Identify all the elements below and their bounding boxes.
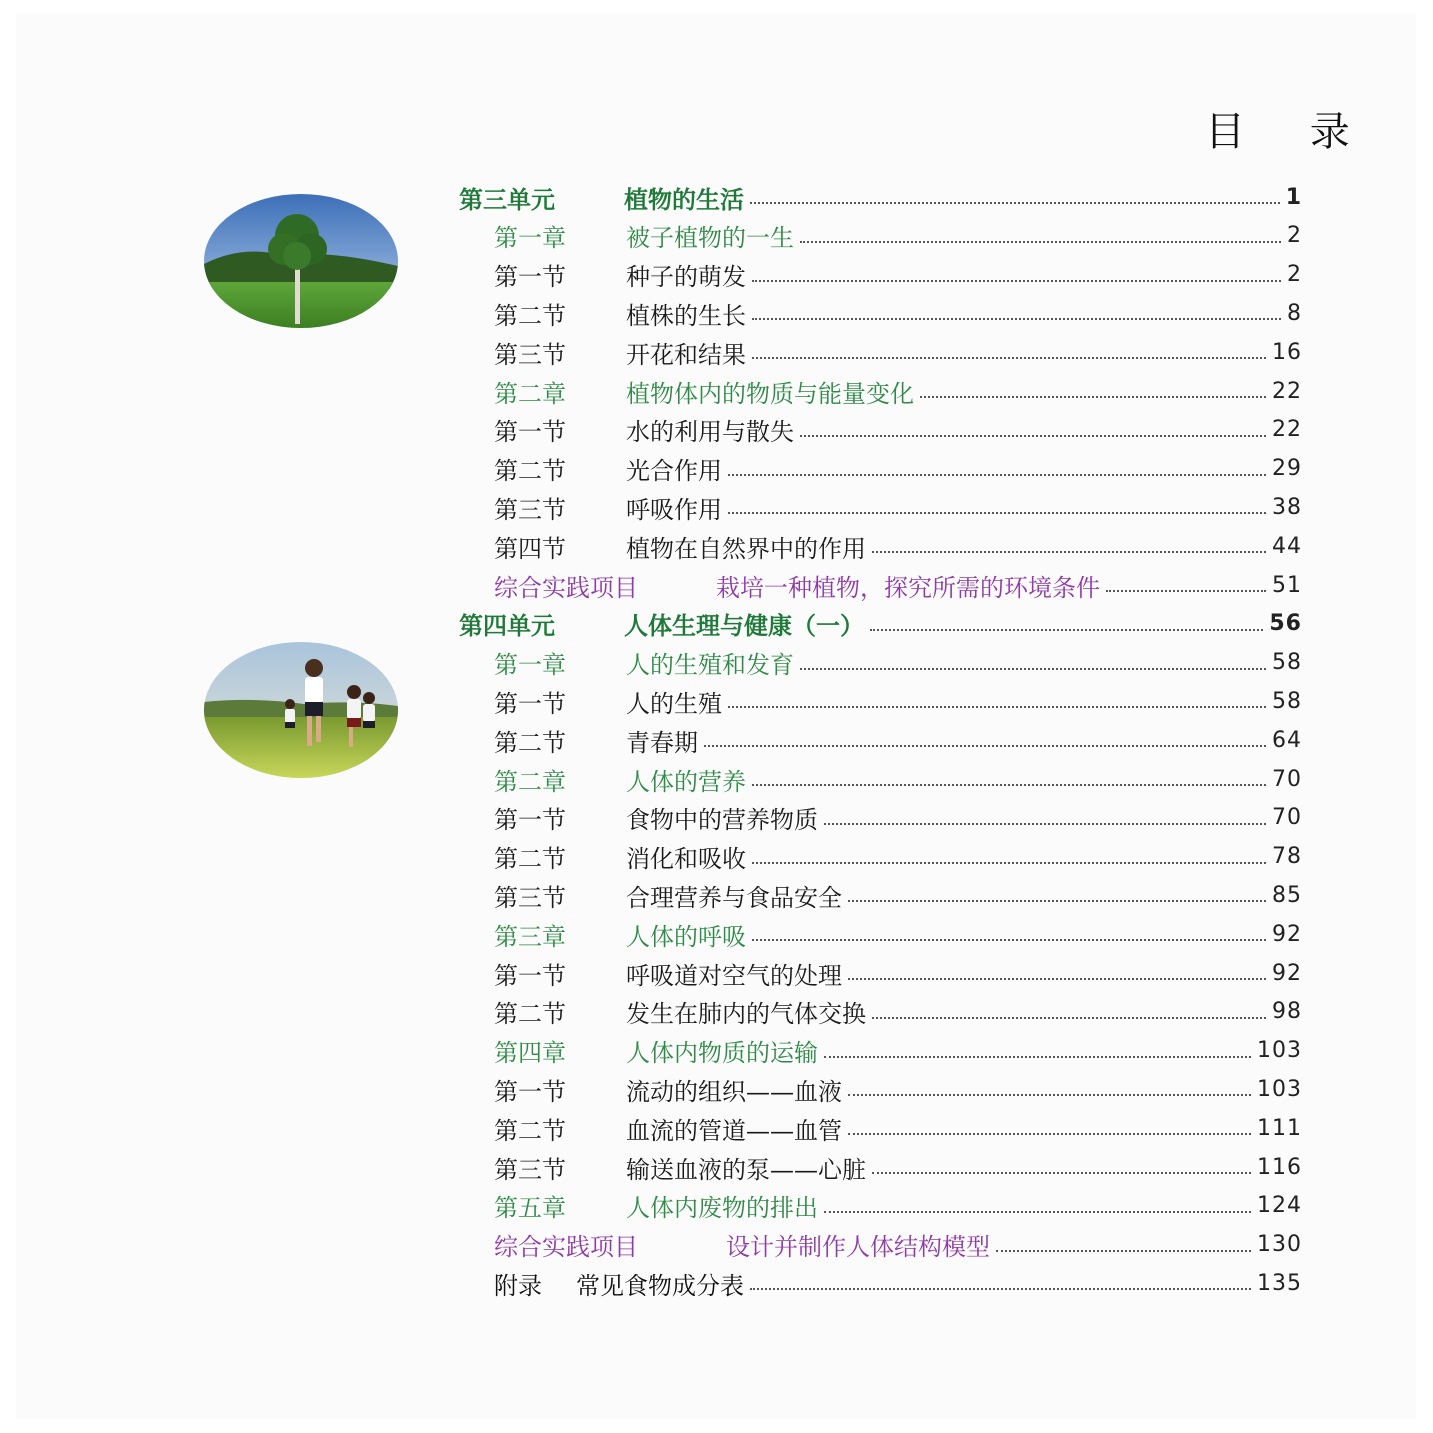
leader-dots [848, 1133, 1251, 1135]
leader-dots [870, 629, 1263, 631]
toc-entry-section [494, 954, 1302, 992]
toc-entry-project [494, 566, 1302, 604]
leader-dots [752, 939, 1266, 941]
toc-entry-page-number: 22 [1272, 378, 1302, 404]
toc-entry-title: 光合作用 [626, 457, 722, 486]
toc-entry-page-number: 58 [1272, 650, 1302, 676]
leader-dots [824, 1211, 1251, 1213]
toc-entry-page-number: 38 [1272, 494, 1302, 520]
children-photo [204, 642, 398, 778]
toc-entry-label: 第四单元 [459, 612, 555, 641]
toc-entry-label: 第二节 [494, 1116, 566, 1145]
toc-entry-page-number: 44 [1272, 533, 1302, 559]
toc-entry-label: 第一章 [494, 651, 566, 680]
toc-entry-label: 第一章 [494, 224, 566, 253]
toc-entry-label: 第三节 [494, 883, 566, 912]
toc-entry-page-number: 103 [1257, 1076, 1302, 1102]
toc-entry-title: 被子植物的一生 [626, 224, 794, 253]
toc-entry-title: 食物中的营养物质 [626, 806, 818, 835]
toc-entry-page-number: 64 [1272, 727, 1302, 753]
toc-entry-section [494, 1070, 1302, 1108]
leader-dots [750, 1288, 1251, 1290]
leader-dots [920, 396, 1266, 398]
leader-dots [752, 784, 1266, 786]
toc-entry-section [494, 294, 1302, 332]
leader-dots [752, 862, 1266, 864]
toc-entry-title: 设计并制作人体结构模型 [726, 1233, 990, 1262]
toc-entry-page-number: 8 [1287, 300, 1302, 326]
toc-entry-chapter [494, 372, 1302, 410]
toc-entry-section [494, 721, 1302, 759]
toc-entry-section [494, 682, 1302, 720]
toc-entry-page-number: 111 [1257, 1115, 1302, 1141]
toc-entry-title: 植物在自然界中的作用 [626, 534, 866, 563]
toc-entry-title: 流动的组织——血液 [626, 1077, 842, 1106]
toc-entry-title: 青春期 [626, 728, 698, 757]
toc-entry-section [494, 450, 1302, 488]
toc-entry-title: 水的利用与散失 [626, 418, 794, 447]
tree-photo [204, 194, 398, 328]
toc-entry-label: 第二节 [494, 845, 566, 874]
toc-entry-title: 栽培一种植物，探究所需的环境条件 [716, 573, 1100, 602]
toc-entry-title: 消化和吸收 [626, 845, 746, 874]
toc-entry-label: 第一节 [494, 806, 566, 835]
toc-entry-label: 第三节 [494, 340, 566, 369]
toc-entry-title: 呼吸道对空气的处理 [626, 961, 842, 990]
toc-entry-chapter [494, 217, 1302, 255]
toc-entry-title: 常见食物成分表 [576, 1271, 744, 1300]
toc-entry-title: 人体内废物的排出 [626, 1194, 818, 1223]
toc-entry-label: 综合实践项目 [494, 1233, 638, 1262]
toc-entry-label: 第四节 [494, 534, 566, 563]
toc-entry-label: 附录 [494, 1271, 542, 1300]
leader-dots [996, 1250, 1251, 1252]
leader-dots [800, 435, 1266, 437]
leader-dots [752, 318, 1281, 320]
toc-entry-title: 合理营养与食品安全 [626, 883, 842, 912]
toc-entry-page-number: 116 [1257, 1154, 1302, 1180]
leader-dots [728, 706, 1266, 708]
toc-entry-title: 人体的呼吸 [626, 922, 746, 951]
toc-entry-chapter [494, 1032, 1302, 1070]
toc-entry-page-number: 51 [1272, 572, 1302, 598]
toc-entry-page-number: 70 [1272, 805, 1302, 831]
toc-entry-page-number: 92 [1272, 921, 1302, 947]
toc-entry-chapter [494, 644, 1302, 682]
toc-entry-page-number: 130 [1257, 1232, 1302, 1258]
toc-entry-page-number: 98 [1272, 999, 1302, 1025]
toc-entry-section [494, 1109, 1302, 1147]
toc-entry-title: 植物的生活 [624, 185, 744, 214]
toc-entry-page-number: 92 [1272, 960, 1302, 986]
toc-entry-title: 人体生理与健康（一） [624, 612, 864, 641]
toc-entry-page-number: 103 [1257, 1038, 1302, 1064]
toc-entry-section [494, 256, 1302, 294]
toc-entry-section [494, 333, 1302, 371]
leader-dots [728, 474, 1266, 476]
leader-dots [704, 745, 1266, 747]
toc-entry-label: 第三节 [494, 1155, 566, 1184]
toc-entry-section [494, 411, 1302, 449]
leader-dots [750, 202, 1280, 204]
leader-dots [848, 1094, 1251, 1096]
toc-entry-title: 种子的萌发 [626, 263, 746, 292]
toc-entry-page-number: 16 [1272, 339, 1302, 365]
toc-entry-page-number: 56 [1269, 611, 1302, 637]
toc-entry-section [494, 993, 1302, 1031]
toc-entry-title: 人的生殖 [626, 689, 722, 718]
leader-dots [752, 357, 1266, 359]
toc-entry-section [494, 488, 1302, 526]
leader-dots [728, 512, 1266, 514]
leader-dots [752, 280, 1281, 282]
toc-entry-label: 第五章 [494, 1194, 566, 1223]
toc-entry-label: 第三单元 [459, 185, 555, 214]
toc-entry-page-number: 29 [1272, 456, 1302, 482]
toc-entry-page-number: 85 [1272, 882, 1302, 908]
leader-dots [824, 1056, 1251, 1058]
page-title: 目 录 [1205, 109, 1376, 155]
toc-entry-label: 第一节 [494, 961, 566, 990]
leader-dots [872, 1017, 1266, 1019]
toc-entry-title: 植物体内的物质与能量变化 [626, 379, 914, 408]
toc-entry-label: 第三节 [494, 495, 566, 524]
toc-entry-section [494, 799, 1302, 837]
toc-entry-title: 人体的营养 [626, 767, 746, 796]
toc-entry-section [494, 527, 1302, 565]
leader-dots [1106, 590, 1266, 592]
toc-entry-label: 第二节 [494, 457, 566, 486]
toc-entry-chapter [494, 760, 1302, 798]
toc-entry-label: 第二章 [494, 379, 566, 408]
toc-entry-chapter [494, 1187, 1302, 1225]
toc-entry-title: 呼吸作用 [626, 495, 722, 524]
toc-entry-page-number: 70 [1272, 766, 1302, 792]
toc-entry-section [494, 838, 1302, 876]
toc-entry-unit [459, 178, 1302, 216]
toc-entry-label: 第一节 [494, 418, 566, 447]
leader-dots [872, 1172, 1251, 1174]
toc-entry-title: 植株的生长 [626, 301, 746, 330]
toc-entry-title: 发生在肺内的气体交换 [626, 1000, 866, 1029]
toc-entry-page-number: 78 [1272, 844, 1302, 870]
toc-entry-label: 第四章 [494, 1039, 566, 1068]
toc-entry-label: 第二章 [494, 767, 566, 796]
toc-entry-page-number: 22 [1272, 417, 1302, 443]
toc-entry-label: 第一节 [494, 689, 566, 718]
toc-entry-unit [459, 605, 1302, 643]
toc-entry-section [494, 1148, 1302, 1186]
toc-entry-page-number: 1 [1285, 184, 1302, 210]
toc-entry-title: 人的生殖和发育 [626, 651, 794, 680]
toc-entry-title: 血流的管道——血管 [626, 1116, 842, 1145]
toc-entry-project [494, 1226, 1302, 1264]
children-image [204, 642, 398, 778]
toc-entry-title: 开花和结果 [626, 340, 746, 369]
toc-entry-label: 第一节 [494, 263, 566, 292]
leader-dots [848, 900, 1266, 902]
toc-entry-label: 综合实践项目 [494, 573, 638, 602]
leader-dots [824, 823, 1266, 825]
leader-dots [848, 978, 1266, 980]
toc-entry-label: 第二节 [494, 728, 566, 757]
toc-entry-chapter [494, 915, 1302, 953]
toc-entry-section [494, 876, 1302, 914]
toc-entry-page-number: 2 [1287, 223, 1302, 249]
toc-entry-page-number: 2 [1287, 262, 1302, 288]
leader-dots [800, 668, 1266, 670]
toc-entry-title: 输送血液的泵——心脏 [626, 1155, 866, 1184]
leader-dots [800, 241, 1281, 243]
toc-entry-appendix [494, 1264, 1302, 1302]
toc-entry-label: 第一节 [494, 1077, 566, 1106]
toc-entry-page-number: 58 [1272, 688, 1302, 714]
toc-entry-title: 人体内物质的运输 [626, 1039, 818, 1068]
tree-image [204, 194, 398, 328]
toc-entry-page-number: 124 [1257, 1193, 1302, 1219]
toc-entry-label: 第三章 [494, 922, 566, 951]
toc-entry-page-number: 135 [1257, 1270, 1302, 1296]
toc-entry-label: 第二节 [494, 301, 566, 330]
leader-dots [872, 551, 1266, 553]
toc-entry-label: 第二节 [494, 1000, 566, 1029]
